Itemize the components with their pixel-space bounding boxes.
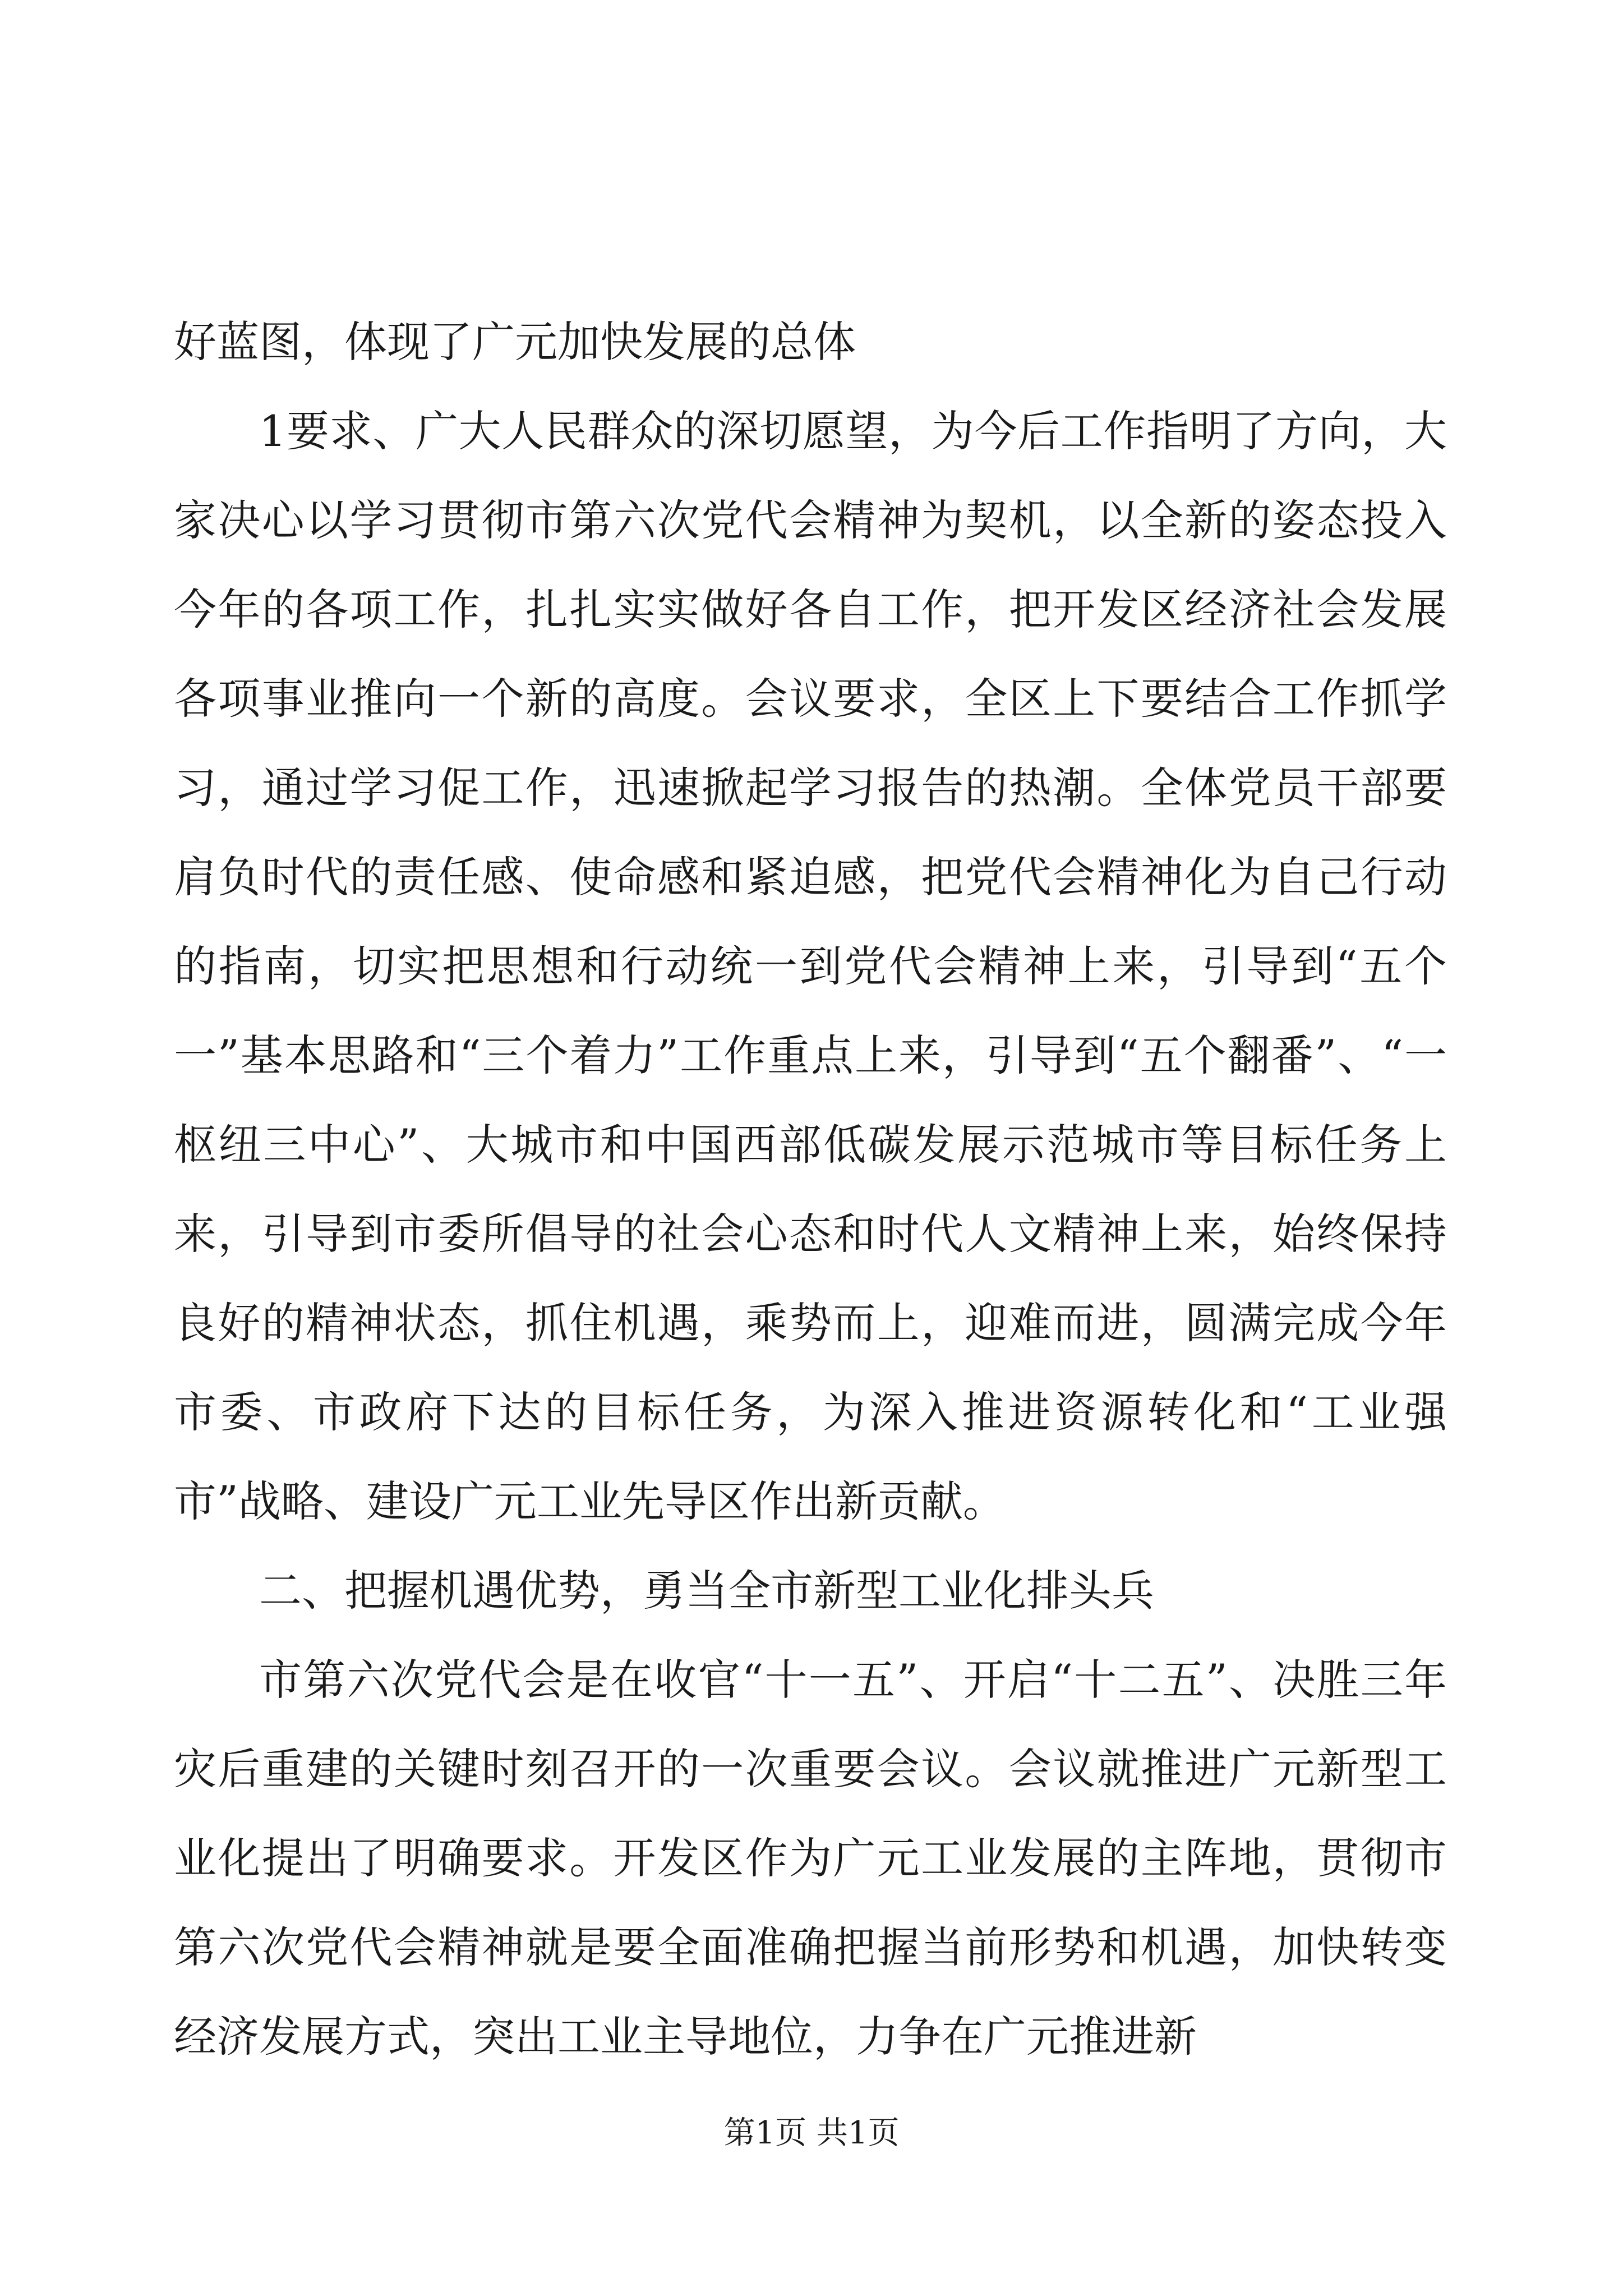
paragraph-3: 市第六次党代会是在收官“十一五”、开启“十二五”、决胜三年灾后重建的关键时刻召开的一次重要会议。会议就推进广元新型工业化提出了明确要求。开发区作为广元工业发展的主阵地，贯彻市第六次党代会精神就是要全面准确把握当前形势和机遇，加快转变经济发展方式，突出工业主导地位，力争在广元推进新: [174, 1655, 1447, 2062]
paragraph-2: 1要求、广大人民群众的深切愿望，为今后工作指明了方向，大家决心以学习贯彻市第六次党代会精神为契机，以全新的姿态投入今年的各项工作，扎扎实实做好各自工作，把开发区经济社会发展各项事业推向一个新的高度。会议要求，全区上下要结合工作抓学习，通过学习促工作，迅速掀起学习报告的热潮。全体党员干部要肩负时代的责任感、使命感和紧迫感，把党代会精神化为自己行动的指南，切实把思想和行动统一到党代会精神上来，引导到“五个一”基本思路和“三个着力”工作重点上来，引导到“五个翻番”、“一枢纽三中心”、大城市和中国西部低碳发展示范城市等目标任务上来，引导到市委所倡导的社会心态和时代人文精神上来，始终保持良好的精神状态，抓住机遇，乘势而上，迎难而进，圆满完成今年市委、市政府下达的目标任务，为深入推进资源转化和“工业强市”战略、建设广元工业先导区作出新贡献。: [174, 406, 1447, 1526]
document-body: [174, 297, 1447, 2081]
page-footer: 第1页 共1页: [723, 2115, 900, 2151]
paragraph-1: 好蓝图，体现了广元加快发展的总体: [174, 317, 856, 367]
section-heading: 二、把握机遇优势，勇当全市新型工业化排头兵: [259, 1566, 1154, 1616]
